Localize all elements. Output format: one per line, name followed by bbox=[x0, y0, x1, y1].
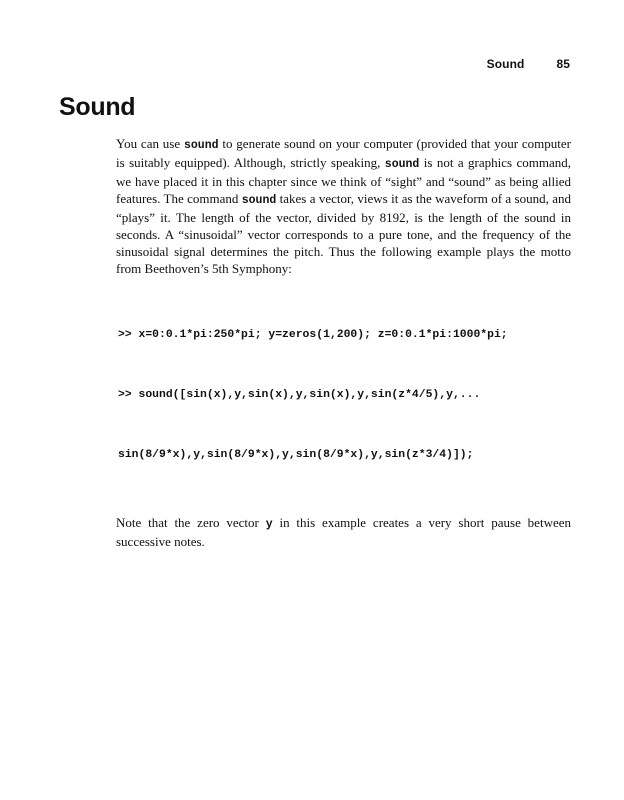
page-number: 85 bbox=[556, 57, 570, 71]
inline-code-sound: sound bbox=[183, 139, 219, 152]
paragraph-intro-text-2: to generate sound on your computer (provided that your computer is suitably equipped). Although, strictly speaking, bbox=[116, 136, 571, 170]
running-head-section: Sound bbox=[486, 57, 525, 71]
section-heading: Sound bbox=[59, 93, 136, 121]
inline-code-y: y bbox=[265, 518, 273, 531]
code-line: sin(8/9*x),y,sin(8/9*x),y,sin(8/9*x),y,sin(z*3/4)]); bbox=[118, 449, 474, 461]
body-text bbox=[116, 135, 571, 550]
paragraph-note-text-1: Note that the zero vector bbox=[116, 515, 266, 530]
running-head bbox=[487, 57, 570, 71]
paragraph-intro-text-1: You can use bbox=[116, 136, 184, 151]
code-line: >> x=0:0.1*pi:250*pi; y=zeros(1,200); z=0:0.1*pi:1000*pi; bbox=[118, 329, 508, 341]
code-line: >> sound([sin(x),y,sin(x),y,sin(x),y,sin(z*4/5),y,... bbox=[118, 389, 481, 401]
paragraph-note bbox=[116, 514, 571, 550]
paragraph-intro-text-4: takes a vector, views it as the waveform of a sound, and “plays” it. The length of the vector, divided by 8192, is the length of the sound in seconds. A “sinusoidal” vector corresponds to a pure tone, and the frequency of the sinusoidal signal determines the pitch. Thus the following example plays the motto from Beethoven’s 5th Symphony: bbox=[116, 191, 571, 276]
inline-code-sound: sound bbox=[241, 194, 277, 207]
paragraph-intro-text-3: is not a graphics command, we have placed it in this chapter since we think of “sight” and “sound” as being allied features. The command bbox=[116, 155, 572, 206]
paragraph-note-text-2: in this example creates a very short pause between successive notes. bbox=[116, 515, 571, 549]
code-example bbox=[118, 285, 571, 505]
paragraph-intro bbox=[116, 135, 571, 277]
inline-code-sound: sound bbox=[384, 158, 420, 171]
